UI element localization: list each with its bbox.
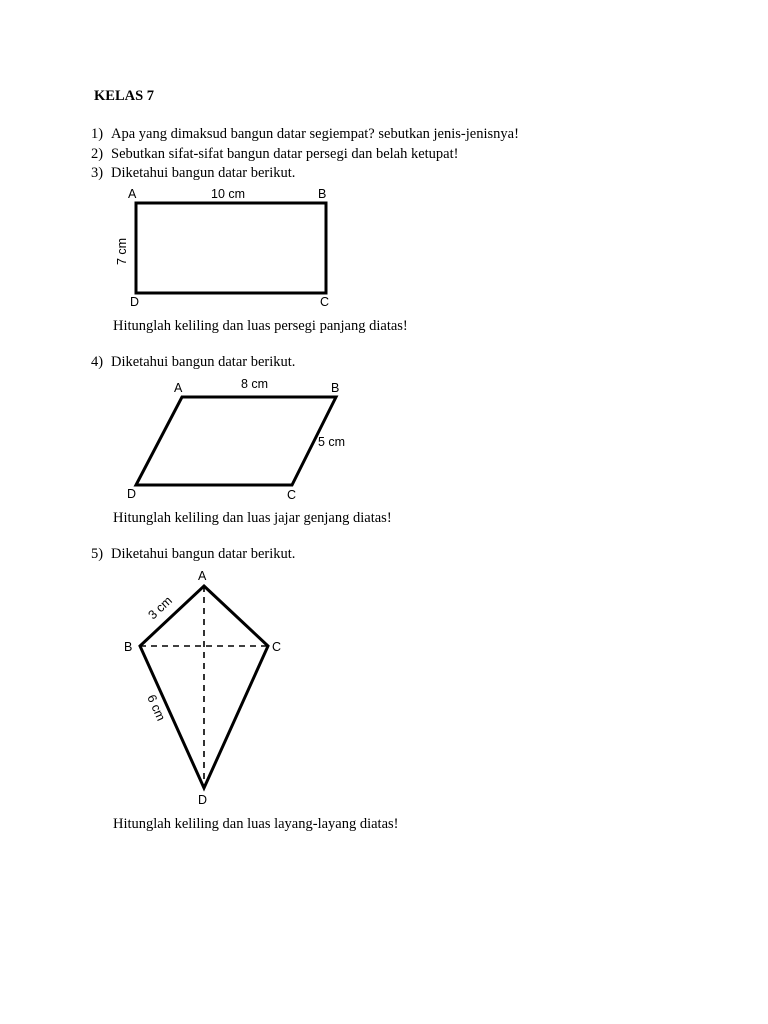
rectangle-figure	[115, 187, 329, 309]
rectangle-prompt: Hitunglah keliling dan luas persegi panjang diatas!	[113, 318, 408, 334]
question-text: Sebutkan sifat-sifat bangun datar persegi dan belah ketupat!	[111, 146, 459, 162]
vertex-label-a: A	[174, 381, 183, 395]
parallelogram-prompt: Hitunglah keliling dan luas jajar genjang diatas!	[113, 510, 392, 526]
vertex-label-c: C	[287, 488, 297, 502]
kite-figure	[124, 569, 281, 807]
parallelogram-shape	[136, 397, 336, 485]
rectangle-side-length: 7 cm	[115, 237, 129, 265]
vertex-label-b: B	[331, 381, 340, 395]
vertex-label-d: D	[198, 793, 208, 807]
question-5	[91, 546, 295, 563]
question-number: 1)	[91, 126, 104, 142]
question-number: 4)	[91, 354, 104, 370]
vertex-label-d: D	[130, 295, 140, 309]
kite-lower-side-length: 6 cm	[144, 692, 169, 723]
rectangle-shape	[136, 203, 326, 293]
vertex-label-c: C	[320, 295, 330, 309]
worksheet-title: KELAS 7	[94, 88, 155, 104]
vertex-label-a: A	[198, 569, 207, 583]
question-text: Diketahui bangun datar berikut.	[111, 354, 296, 370]
rectangle-top-length: 10 cm	[211, 187, 246, 201]
vertex-label-a: A	[128, 187, 137, 201]
question-number: 2)	[91, 146, 104, 162]
question-text: Diketahui bangun datar berikut.	[111, 165, 296, 181]
kite-prompt: Hitunglah keliling dan luas layang-layang diatas!	[113, 816, 399, 832]
vertex-label-d: D	[127, 487, 137, 501]
question-text: Diketahui bangun datar berikut.	[111, 546, 296, 562]
parallelogram-side-length: 5 cm	[318, 435, 346, 449]
kite-upper-side-length: 3 cm	[145, 593, 175, 623]
parallelogram-figure	[127, 377, 345, 502]
question-number: 5)	[91, 546, 104, 562]
question-number: 3)	[91, 165, 104, 181]
question-4	[91, 354, 295, 371]
vertex-label-b: B	[318, 187, 327, 201]
vertex-label-b: B	[124, 640, 133, 654]
parallelogram-top-length: 8 cm	[241, 377, 269, 391]
question-text: Apa yang dimaksud bangun datar segiempat? sebutkan jenis-jenisnya!	[111, 126, 519, 142]
vertex-label-c: C	[272, 640, 282, 654]
